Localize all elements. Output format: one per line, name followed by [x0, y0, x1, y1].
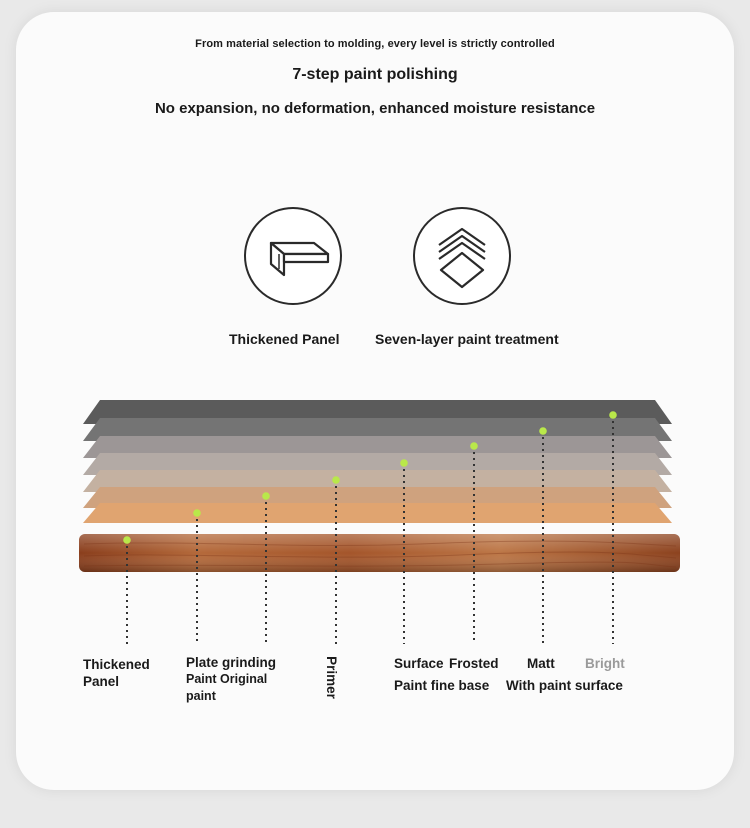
feature-label-thickened: Thickened Panel — [229, 331, 340, 347]
marker-grinding — [193, 509, 201, 517]
header-tagline: No expansion, no deformation, enhanced moisture resistance — [154, 100, 596, 117]
label-matt: Matt With paint surface — [506, 656, 623, 693]
marker-frosted — [470, 442, 478, 450]
header-subtitle: From material selection to molding, every level is strictly controlled — [195, 38, 555, 50]
label-thickened-panel: Thickened Panel — [83, 657, 150, 689]
layer-sheet-grinding — [83, 503, 672, 523]
label-plate-grinding: Plate grinding Paint Original paint — [186, 655, 277, 703]
header-title: 7-step paint polishing — [292, 66, 458, 83]
label-surface: Surface Paint fine base — [394, 656, 490, 693]
marker-matt — [539, 427, 547, 435]
marker-bright — [609, 411, 617, 419]
marker-thickened — [123, 536, 131, 544]
label-bright: Bright — [585, 656, 625, 671]
marker-surface — [400, 459, 408, 467]
label-frosted: Frosted — [449, 656, 499, 671]
marker-paint-original — [262, 492, 270, 500]
feature-label-seven-layer: Seven-layer paint treatment — [375, 331, 559, 347]
marker-primer — [332, 476, 340, 484]
label-primer: Primer — [323, 656, 339, 699]
